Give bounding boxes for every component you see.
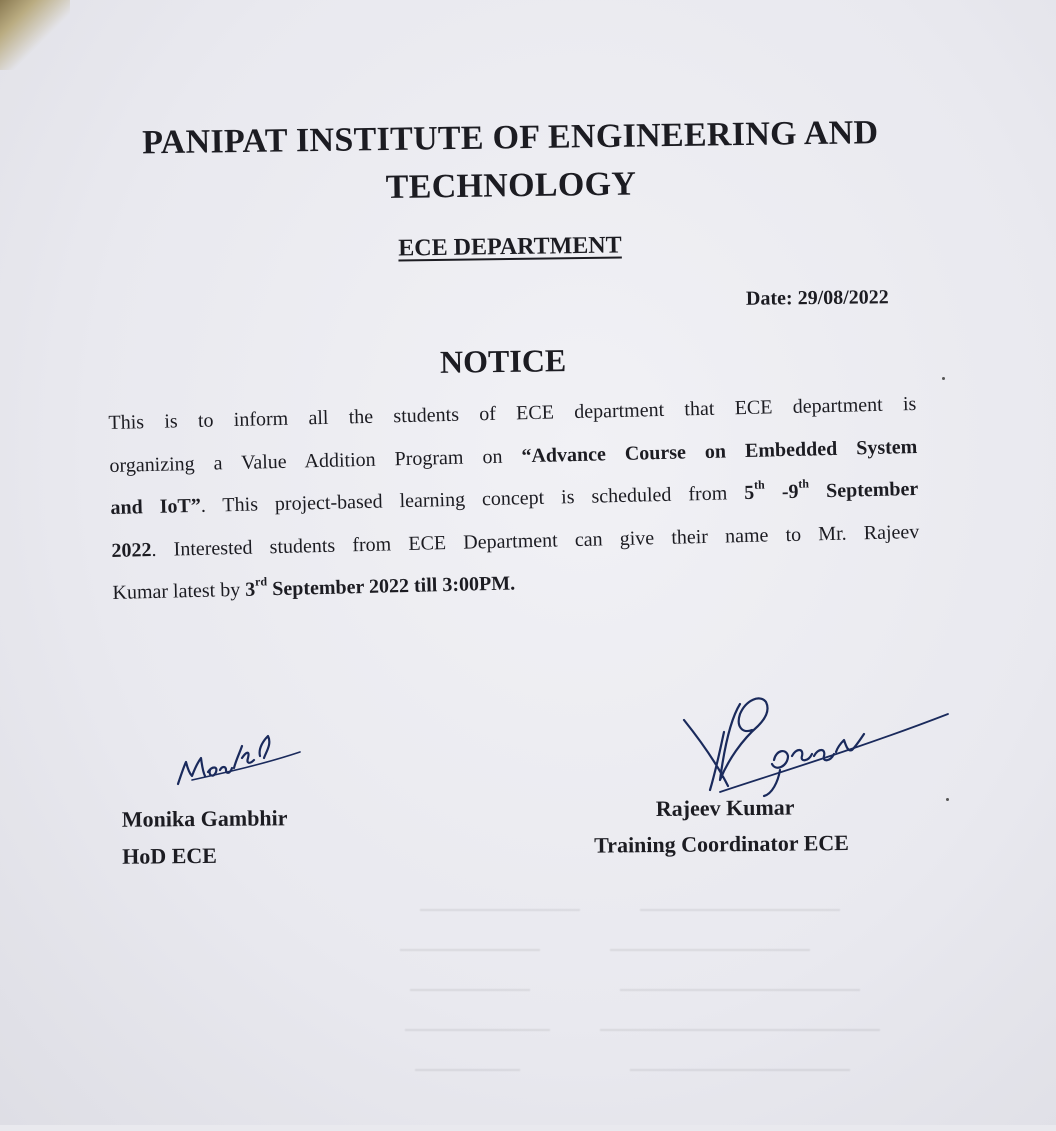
bleed-through-texture [380, 880, 940, 1120]
body-text-span: organizing a Value Addition Program on [109, 444, 522, 477]
year: 2022 [111, 538, 152, 562]
left-signatory-name: Monika Gambhir [121, 805, 288, 832]
monika-signature [168, 722, 308, 792]
body-text-span: . This project-based learning concept is scheduled from [200, 482, 745, 517]
notice-heading: NOTICE [439, 342, 567, 380]
program-title: “Advance Course on Embedded System [521, 435, 918, 467]
notice-date: Date: 29/08/2022 [745, 286, 889, 310]
right-signatory-title: Training Coordinator ECE [594, 830, 849, 858]
ordinal-suffix: rd [254, 574, 268, 589]
left-signatory-title: HoD ECE [122, 842, 218, 869]
body-text-span: This is to inform all the students of ECE department that ECE department is [108, 392, 917, 434]
paper-speck [946, 798, 949, 801]
bleed-through-lines [380, 880, 940, 1120]
institution-title-line2: TECHNOLOGY [385, 165, 637, 207]
end-day: -9 [764, 480, 799, 504]
department-heading: ECE DEPARTMENT [398, 232, 622, 262]
left-signatory [122, 799, 288, 874]
deadline-text: September 2022 till 3:00PM. [266, 572, 516, 601]
right-signatory-name: Rajeev Kumar [655, 794, 795, 822]
ordinal-suffix: th [753, 477, 765, 493]
institution-title [100, 109, 921, 216]
right-signatory [594, 788, 915, 863]
month: September [808, 477, 919, 503]
paper-speck [942, 377, 945, 380]
ordinal-suffix: th [798, 476, 810, 492]
start-day: 5 [743, 481, 755, 505]
body-text-span: . Interested students from ECE Department can give their name to Mr. Rajeev [151, 520, 920, 561]
body-text-span: Kumar latest by [112, 578, 246, 604]
corner-shadow [0, 0, 70, 70]
deadline-day: 3 [244, 578, 256, 601]
institution-title-line1: PANIPAT INSTITUTE OF ENGINEERING AND [141, 114, 879, 162]
notice-body [108, 383, 921, 614]
program-title-end: and IoT” [110, 494, 202, 519]
